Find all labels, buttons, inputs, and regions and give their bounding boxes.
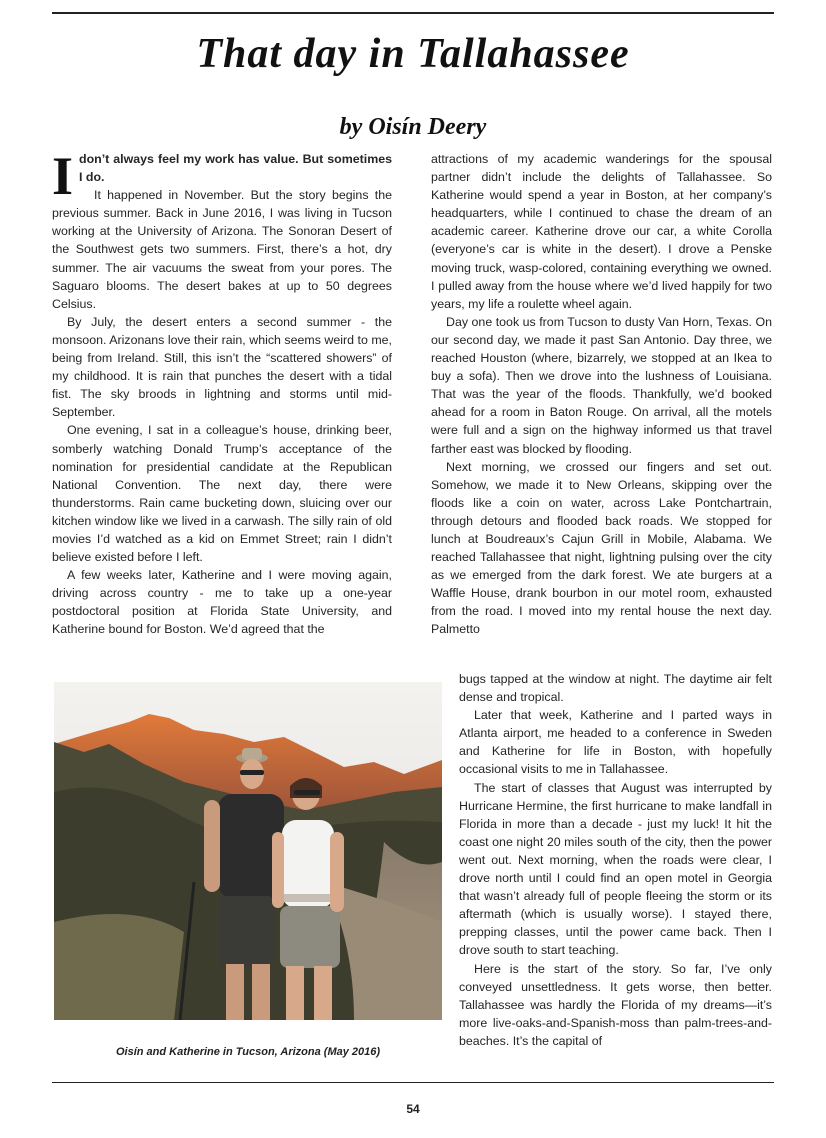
article-title: That day in Tallahassee xyxy=(196,31,630,77)
body-paragraph: One evening, I sat in a colleague’s house, drinking beer, somberly watching Donald Trump’s acceptance of the nomination for presidential candidate at the Republican National Convention. The next day, there were thunderstorms. Rain came bucketing down, sluicing over our kitchen window like we lived in a carwash. The silly rain of old movies I’d watched as a kid on Emmet Street; rain I didn’t believe existed before I left. xyxy=(52,423,392,565)
lead-paragraph xyxy=(52,146,392,206)
body-paragraph: Here is the start of the story. So far, I’ve only conveyed unsettledness. It gets worse, then better. Tallahassee was hardly the Florida of my dreams—it’s more live-oaks-and-Spanish-moss than palm-trees-and-beaches. It’s the capital of xyxy=(459,961,772,1048)
body-paragraph: The start of classes that August was interrupted by Hurricane Hermine, the first hurricane to make landfall in Florida in more than a decade - just my luck! It hit the coast one night 20 miles south of the city, then the power went out. Next morning, when the roads were clear, I drove north until I could find an open motel in Georgia that wasn’t already full of people fleeing the storm or its aftermath (which is usually worse). I stayed there, prepping classes, until the power came back. Then I drove south to start teaching. xyxy=(459,780,772,958)
top-rule xyxy=(52,12,774,14)
body-paragraph: By July, the desert enters a second summer - the monsoon. Arizonans love their rain, which seems weird to me, being from Ireland. Still, this isn’t the “scattered showers” of my childhood. It is rain that punches the desert with a tidal fist. The sky broods in lightning and storms until mid-September. xyxy=(52,314,392,420)
body-paragraph: Day one took us from Tucson to dusty Van Horn, Texas. On our second day, we made it past San Antonio. Day three, we reached Houston (where, bizarrely, we stopped at an Ikea to buy a sofa). Then we drove into the lushness of Louisiana. That was the year of the floods. Thankfully, we’d booked ahead for a room in Baton Rouge. On arrival, all the motels were full and a sign on the highway informed us that travel farther east was blocked by flooding. xyxy=(431,314,772,456)
body-paragraph: attractions of my academic wanderings for the spousal partner didn’t include the delights of Tallahassee. So Katherine would spend a year in Boston, at her company’s headquarters, while I continued to chase the dream of an academic career. Katherine drove our car, a white Corolla (everyone’s car is white in the desert). I drove a Penske moving truck, wasp-colored, containing everything we owned. I pulled away from the house where we’d lived happily for two years, my life a roulette wheel again. xyxy=(431,152,772,311)
body-paragraph: Next morning, we crossed our fingers and set out. Somehow, we made it to New Orleans, skipping over the floods like a coin on water, across Lake Pontchartrain, through detours and flooded back roads. We stopped for lunch at Boudreaux’s Cajun Grill in Mobile, Alabama. We reached Tallahassee that night, lightning pulsing over the city as we emerged from the dark forest. We ate burgers at a Waffle House, drank bourbon in our motel room, exhausted from the road. I moved into my rental house the next day. Palmetto xyxy=(431,459,772,637)
body-paragraph: It happened in November. But the story begins the previous summer. Back in June 2016, I was living in Tucson working at the University of Arizona. The Sonoran Desert of the Southwest gets two summers. First, there’s a hot, dry summer. The air vacuums the sweat from your pores. The Saguaro blooms. The desert bakes at up to 50 degrees Celsius. xyxy=(52,188,392,311)
body-paragraph: A few weeks later, Katherine and I were moving again, driving across country - me to take up a one-year postdoctoral position at Florida State University, and Katherine bound for Boston. We’d agreed that the xyxy=(52,568,392,637)
lead-sentence: don’t always feel my work has value. But sometimes I do. xyxy=(79,152,392,185)
page-number: 54 xyxy=(406,1102,420,1116)
right-column-bottom xyxy=(459,670,772,1050)
article-photo xyxy=(54,682,442,1020)
article-byline: by Oisín Deery xyxy=(339,114,487,140)
left-column xyxy=(52,146,392,639)
drop-cap: I xyxy=(52,146,74,206)
body-paragraph: bugs tapped at the window at night. The daytime air felt dense and tropical. xyxy=(459,672,772,705)
right-column-top xyxy=(431,150,772,639)
body-paragraph: Later that week, Katherine and I parted ways in Atlanta airport, me headed to a conference in Sweden and Katherine for life in Boston, with hopefully occasional visits to me in Tallahassee. xyxy=(459,708,772,777)
bottom-rule xyxy=(52,1082,774,1083)
photo-caption: Oisín and Katherine in Tucson, Arizona (May 2016) xyxy=(115,1046,381,1058)
